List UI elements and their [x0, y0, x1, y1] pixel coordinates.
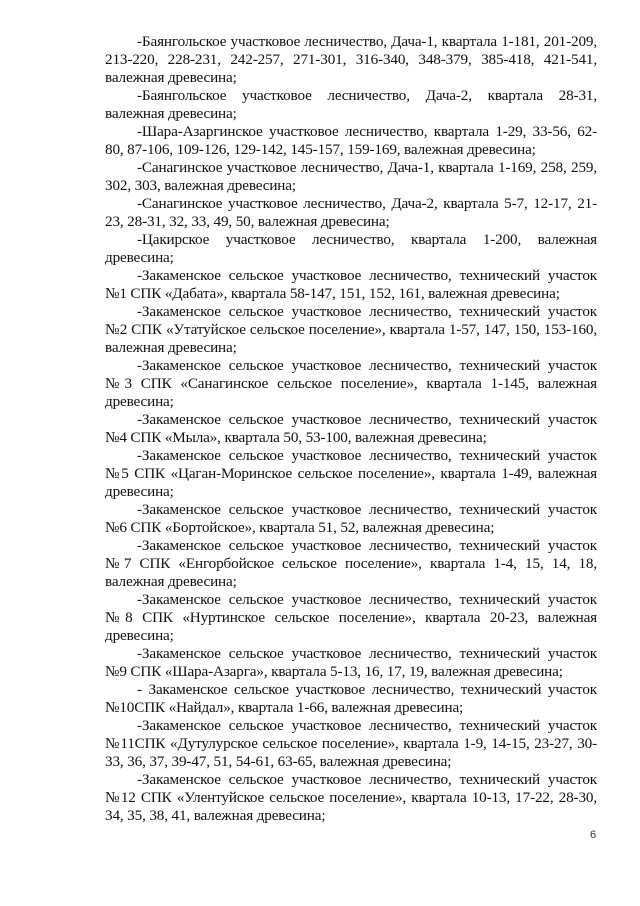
paragraph: -Закаменское сельское участковое лесничество, технический участок №5 СПК «Цаган-Моринское сельское поселение», квартала 1-49, валежная древесина;: [105, 447, 597, 500]
paragraph: -Закаменское сельское участковое лесничество, технический участок №4 СПК «Мыла», квартала 50, 53-100, валежная древесина;: [105, 411, 597, 446]
page-number: 6: [590, 829, 597, 841]
paragraph: -Закаменское сельское участковое лесничество, технический участок №6 СПК «Бортойское», квартала 51, 52, валежная древесина;: [105, 501, 597, 536]
paragraph: -Баянгольское участковое лесничество, Дача-2, квартала 28-31, валежная древесина;: [105, 87, 597, 122]
paragraph: -Закаменское сельское участковое лесничество, технический участок №3 СПК «Санагинское сельское поселение», квартала 1-145, валежная древесина;: [105, 357, 597, 410]
paragraph: -Закаменское сельское участковое лесничество, технический участок №9 СПК «Шара-Азарга», квартала 5-13, 16, 17, 19, валежная древесина;: [105, 645, 597, 680]
paragraph: -Закаменское сельское участковое лесничество, технический участок №8 СПК «Нуртинское сельское поселение», квартала 20-23, валежная древесина;: [105, 591, 597, 644]
paragraph: -Санагинское участковое лесничество, Дача-2, квартала 5-7, 12-17, 21-23, 28-31, 32, 33, 49, 50, валежная древесина;: [105, 195, 597, 230]
paragraph: -Закаменское сельское участковое лесничество, технический участок №2 СПК «Утатуйское сельское поселение», квартала 1-57, 147, 150, 153-160, валежная древесина;: [105, 303, 597, 356]
paragraph: -Закаменское сельское участковое лесничество, технический участок №7 СПК «Енгорбойское сельское поселение», квартала 1-4, 15, 14, 18, валежная древесина;: [105, 537, 597, 590]
document-body: [105, 33, 597, 825]
paragraph: -Цакирское участковое лесничество, квартала 1-200, валежная древесина;: [105, 231, 597, 266]
paragraph: -Закаменское сельское участковое лесничество, технический участок №12 СПК «Улентуйское сельское поселение», квартала 10-13, 17-22, 28-30, 34, 35, 38, 41, валежная древесина;: [105, 771, 597, 824]
paragraph: -Шара-Азаргинское участковое лесничество, квартала 1-29, 33-56, 62-80, 87-106, 109-126, 129-142, 145-157, 159-169, валежная древесина;: [105, 123, 597, 158]
paragraph: -Закаменское сельское участковое лесничество, технический участок №1 СПК «Дабата», квартала 58-147, 151, 152, 161, валежная древесина;: [105, 267, 597, 302]
paragraph: -Баянгольское участковое лесничество, Дача-1, квартала 1-181, 201-209, 213-220, 228-231, 242-257, 271-301, 316-340, 348-379, 385-418, 421-541, валежная древесина;: [105, 33, 597, 86]
paragraph: -Санагинское участковое лесничество, Дача-1, квартала 1-169, 258, 259, 302, 303, валежная древесина;: [105, 159, 597, 194]
paragraph: -Закаменское сельское участковое лесничество, технический участок №11СПК «Дутулурское сельское поселение», квартала 1-9, 14-15, 23-27, 30-33, 36, 37, 39-47, 51, 54-61, 63-65, валежная древесина;: [105, 717, 597, 770]
paragraph: - Закаменское сельское участковое лесничество, технический участок №10СПК «Найдал», квартала 1-66, валежная древесина;: [105, 681, 597, 716]
